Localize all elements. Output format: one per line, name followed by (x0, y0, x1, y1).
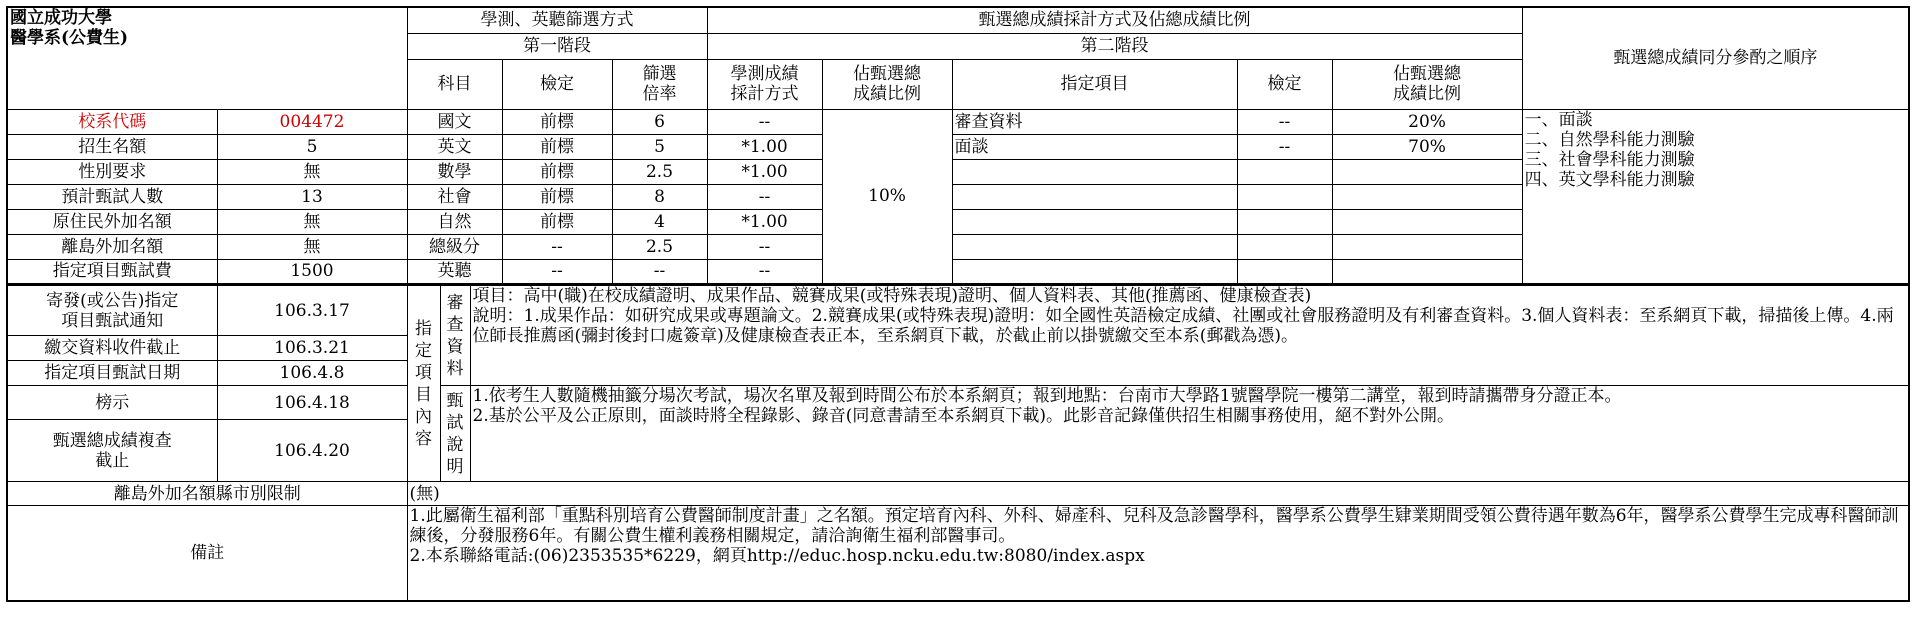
check-cell: 前標 (502, 184, 612, 209)
stage2-header: 第二階段 (707, 33, 1522, 59)
admission-sheet (6, 6, 1908, 602)
content-label: 指 定 項 目 內 容 (407, 286, 440, 482)
stage2-item-cell: 審查資料 (952, 109, 1237, 134)
island-limit-value: (無) (407, 482, 1909, 506)
info-value: 無 (217, 234, 407, 259)
score-table (6, 6, 1910, 285)
table-row (7, 482, 1909, 506)
date-label: 甄選總成績複查 截止 (7, 420, 217, 482)
table-row (7, 386, 1909, 420)
check-cell: -- (502, 234, 612, 259)
item-header: 指定項目 (952, 59, 1237, 109)
ratio-cell: 5 (612, 134, 707, 159)
stage2-check-cell (1237, 159, 1332, 184)
check-cell: 前標 (502, 209, 612, 234)
ratio-cell: 2.5 (612, 159, 707, 184)
stage1-group-header: 學測、英聽篩選方式 (407, 7, 707, 33)
review-text: 項目：高中(職)在校成績證明、成果作品、競賽成果(或特殊表現)證明、個人資料表、其他(推薦函、健康檢查表) 說明：1.成果作品：如研究成果或專題論文。2.競賽成果(或特殊表現)證明：如全國性英語檢定成績、社團或社會服務證明及有利審查資料。3.個人資料表：至系網頁下載，掃描後上傳。4.兩位師長推薦函(彌封後封口處簽章)及健康檢查表正本，至系網頁下載，於截止前以掛號繳交至本系(郵戳為憑)。 (470, 286, 1909, 386)
ratio-header: 篩選 倍率 (612, 59, 707, 109)
method-header: 學測成績 採計方式 (707, 59, 822, 109)
stage2-item-cell (952, 159, 1237, 184)
date-value: 106.4.8 (217, 361, 407, 386)
tiebreak-header: 甄選總成績同分參酌之順序 (1522, 7, 1909, 109)
date-value: 106.4.18 (217, 386, 407, 420)
list-item: 二、自然學科能力測驗 (1524, 129, 1695, 150)
method-cell: *1.00 (707, 209, 822, 234)
total-group-header: 甄選總成績採計方式及佔總成績比例 (707, 7, 1522, 33)
method-cell: -- (707, 109, 822, 134)
tiebreak-list (1522, 109, 1909, 284)
subject-cell: 英聽 (407, 259, 502, 284)
info-label: 性別要求 (7, 159, 217, 184)
stage2-pct-cell: 20% (1332, 109, 1522, 134)
ratio-cell: 2.5 (612, 234, 707, 259)
info-label: 離島外加名額 (7, 234, 217, 259)
date-label: 榜示 (7, 386, 217, 420)
stage2-check-cell: -- (1237, 134, 1332, 159)
ratio-cell: 8 (612, 184, 707, 209)
date-value: 106.3.17 (217, 286, 407, 336)
info-value: 無 (217, 209, 407, 234)
info-label: 校系代碼 (7, 109, 217, 134)
stage2-item-cell: 面談 (952, 134, 1237, 159)
stage2-check-cell: -- (1237, 109, 1332, 134)
table-row (7, 109, 1909, 134)
details-table (6, 285, 1910, 602)
remarks-label: 備註 (7, 506, 407, 601)
table-row (7, 286, 1909, 336)
info-value: 13 (217, 184, 407, 209)
stage2-item-cell (952, 234, 1237, 259)
subject-cell: 自然 (407, 209, 502, 234)
subject-cell: 數學 (407, 159, 502, 184)
method-cell: *1.00 (707, 134, 822, 159)
info-value: 無 (217, 159, 407, 184)
stage2-pct-cell (1332, 209, 1522, 234)
exam-pct-cell: 10% (822, 109, 952, 284)
stage2-pct-cell (1332, 184, 1522, 209)
info-label: 預計甄試人數 (7, 184, 217, 209)
info-label: 招生名額 (7, 134, 217, 159)
info-label: 指定項目甄試費 (7, 259, 217, 284)
stage1-header: 第一階段 (407, 33, 707, 59)
stage2-pct-cell (1332, 234, 1522, 259)
date-label: 寄發(或公告)指定 項目甄試通知 (7, 286, 217, 336)
stage2-pct-cell (1332, 259, 1522, 284)
table-row (7, 506, 1909, 601)
stage2-item-cell (952, 184, 1237, 209)
subject-cell: 英文 (407, 134, 502, 159)
island-limit-label: 離島外加名額縣市別限制 (7, 482, 407, 506)
subject-cell: 社會 (407, 184, 502, 209)
list-item: 三、社會學科能力測驗 (1524, 149, 1695, 170)
check-header: 檢定 (502, 59, 612, 109)
date-label: 指定項目甄試日期 (7, 361, 217, 386)
method-cell: -- (707, 234, 822, 259)
school-name: 國立成功大學 (10, 8, 112, 28)
school-cell (7, 7, 407, 109)
stage2-item-cell (952, 209, 1237, 234)
pct2-header: 佔甄選總 成績比例 (1332, 59, 1522, 109)
interview-label: 甄 試 說 明 (440, 386, 470, 482)
ratio-cell: -- (612, 259, 707, 284)
info-value: 004472 (217, 109, 407, 134)
check-cell: -- (502, 259, 612, 284)
stage2-pct-cell: 70% (1332, 134, 1522, 159)
date-value: 106.4.20 (217, 420, 407, 482)
subject-cell: 總級分 (407, 234, 502, 259)
remarks-text: 1.此屬衛生福利部「重點科別培育公費醫師制度計畫」之名額。預定培育內科、外科、婦產科、兒科及急診醫學科，醫學系公費學生肄業期間受領公費待遇年數為6年，醫學系公費學生完成專科醫師訓練後，分發服務6年。有關公費生權利義務相關規定，請洽詢衛生福利部醫事司。 2.本系聯絡電話:(06)2353535*6229，網頁http://educ.hosp.ncku.edu.tw:8080/index.aspx (407, 506, 1909, 601)
department-name: 醫學系(公費生) (10, 28, 129, 48)
method-cell: *1.00 (707, 159, 822, 184)
check-cell: 前標 (502, 134, 612, 159)
subject-header: 科目 (407, 59, 502, 109)
stage2-check-cell (1237, 184, 1332, 209)
method-cell: -- (707, 259, 822, 284)
interview-text: 1.依考生人數隨機抽籤分場次考試，場次名單及報到時間公布於本系網頁；報到地點：台南市大學路1號醫學院一樓第二講堂，報到時請攜帶身分證正本。 2.基於公平及公正原則，面談時將全程錄影、錄音(同意書請至本系網頁下載)。此影音記錄僅供招生相關事務使用，絕不對外公開。 (470, 386, 1909, 482)
review-label: 審 查 資 料 (440, 286, 470, 386)
pct-header: 佔甄選總 成績比例 (822, 59, 952, 109)
ratio-cell: 4 (612, 209, 707, 234)
stage2-check-cell (1237, 209, 1332, 234)
info-label: 原住民外加名額 (7, 209, 217, 234)
ratio-cell: 6 (612, 109, 707, 134)
method-cell: -- (707, 184, 822, 209)
list-item: 一、面談 (1524, 109, 1593, 130)
stage2-item-cell (952, 259, 1237, 284)
date-label: 繳交資料收件截止 (7, 336, 217, 361)
stage2-check-cell (1237, 234, 1332, 259)
check-cell: 前標 (502, 109, 612, 134)
stage2-check-cell (1237, 259, 1332, 284)
info-value: 1500 (217, 259, 407, 284)
list-item: 四、英文學科能力測驗 (1524, 169, 1695, 190)
subject-cell: 國文 (407, 109, 502, 134)
check2-header: 檢定 (1237, 59, 1332, 109)
date-value: 106.3.21 (217, 336, 407, 361)
info-value: 5 (217, 134, 407, 159)
stage2-pct-cell (1332, 159, 1522, 184)
check-cell: 前標 (502, 159, 612, 184)
